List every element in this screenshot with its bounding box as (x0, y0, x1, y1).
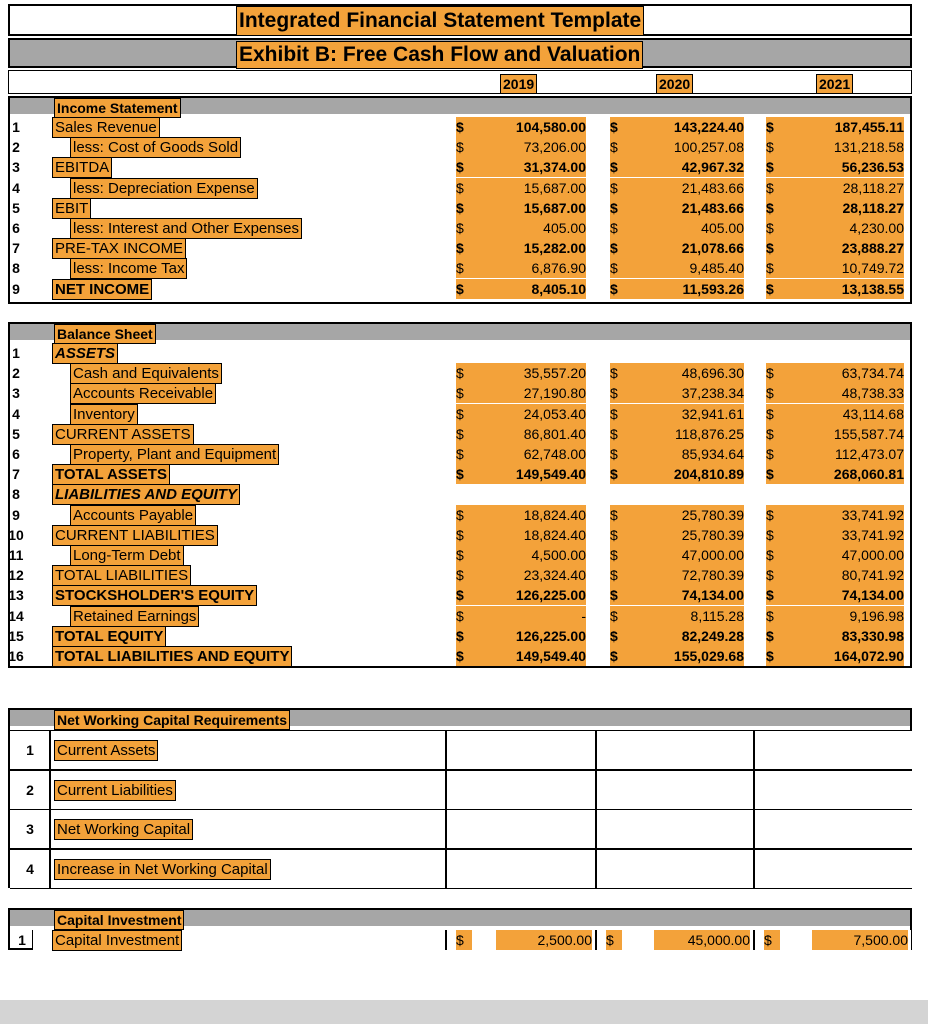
value-cell[interactable]: 143,224.40 (624, 117, 744, 137)
value-cell[interactable]: 37,238.34 (624, 383, 744, 403)
capex-value[interactable]: 2,500.00 (496, 930, 592, 950)
row-number: 13 (8, 587, 24, 604)
value-cell[interactable]: 104,580.00 (466, 117, 586, 137)
value-cell[interactable]: 112,473.07 (784, 444, 904, 464)
currency-symbol: $ (610, 363, 628, 383)
row-label: NET INCOME (52, 279, 152, 300)
value-cell[interactable]: 83,330.98 (784, 626, 904, 646)
nwc-value-2021[interactable] (754, 730, 912, 770)
nwc-value-2021[interactable] (754, 849, 912, 889)
currency-symbol: $ (610, 525, 628, 545)
nwc-value-2020[interactable] (596, 849, 754, 889)
row-number: 2 (12, 139, 20, 156)
value-cell[interactable]: 28,118.27 (784, 198, 904, 218)
row-number: 14 (8, 607, 24, 624)
currency-symbol: $ (456, 464, 484, 484)
currency-symbol: $ (610, 218, 628, 238)
value-cell[interactable]: 85,934.64 (624, 444, 744, 464)
currency-symbol: $ (766, 383, 784, 403)
value-cell[interactable]: 8,115.28 (624, 606, 744, 626)
value-cell[interactable]: 21,483.66 (624, 198, 744, 218)
value-cell[interactable]: 149,549.40 (466, 646, 586, 666)
nwc-title: Net Working Capital Requirements (54, 710, 290, 730)
currency-symbol: $ (456, 258, 484, 278)
currency-symbol: $ (610, 383, 628, 403)
row-number: 3 (12, 385, 20, 402)
currency-symbol: $ (456, 646, 484, 666)
row-label: Accounts Payable (70, 505, 196, 526)
value-cell[interactable]: 187,455.11 (784, 117, 904, 137)
currency-symbol: $ (456, 198, 484, 218)
value-cell[interactable]: 43,114.68 (784, 404, 904, 424)
value-cell[interactable]: 10,749.72 (784, 258, 904, 278)
row-label: less: Depreciation Expense (70, 178, 258, 199)
row-label: less: Interest and Other Expenses (70, 218, 302, 239)
value-cell[interactable]: 25,780.39 (624, 525, 744, 545)
value-cell[interactable]: 42,967.32 (624, 157, 744, 177)
row-number: 4 (12, 405, 20, 422)
value-cell[interactable]: 164,072.90 (784, 646, 904, 666)
row-label: Accounts Receivable (70, 383, 216, 404)
currency-symbol: $ (456, 424, 484, 444)
value-cell[interactable]: 126,225.00 (466, 626, 586, 646)
row-number: 2 (26, 781, 34, 798)
value-cell[interactable]: 126,225.00 (466, 585, 586, 605)
currency-symbol: $ (456, 279, 484, 299)
value-cell[interactable]: 18,824.40 (466, 525, 586, 545)
row-number: 1 (18, 932, 26, 948)
nwc-value-2019[interactable] (446, 809, 596, 849)
row-number: 15 (8, 627, 24, 644)
currency-symbol: $ (606, 930, 622, 950)
row-number: 10 (8, 526, 24, 543)
currency-symbol: $ (456, 525, 484, 545)
currency-symbol: $ (766, 444, 784, 464)
currency-symbol: $ (456, 218, 484, 238)
value-cell[interactable]: 33,741.92 (784, 525, 904, 545)
row-label: Capital Investment (52, 930, 182, 951)
currency-symbol: $ (766, 646, 784, 666)
value-cell[interactable]: 405.00 (466, 218, 586, 238)
currency-symbol: $ (766, 585, 784, 605)
value-cell[interactable]: 4,230.00 (784, 218, 904, 238)
currency-symbol: $ (610, 646, 628, 666)
row-label: Current Assets (54, 740, 158, 761)
year-2021: 2021 (816, 74, 853, 94)
currency-symbol: $ (610, 505, 628, 525)
value-cell[interactable]: 9,485.40 (624, 258, 744, 278)
value-cell[interactable]: 405.00 (624, 218, 744, 238)
sheet-title: Integrated Financial Statement Template (236, 6, 644, 36)
value-cell[interactable]: 11,593.26 (624, 279, 744, 299)
currency-symbol: $ (766, 258, 784, 278)
balance-sheet-section (8, 322, 912, 668)
sheet-subtitle: Exhibit B: Free Cash Flow and Valuation (236, 41, 643, 69)
value-cell[interactable]: 268,060.81 (784, 464, 904, 484)
currency-symbol: $ (610, 424, 628, 444)
currency-symbol: $ (610, 137, 628, 157)
row-number: 7 (12, 240, 20, 257)
currency-symbol: $ (766, 424, 784, 444)
currency-symbol: $ (610, 279, 628, 299)
row-label: less: Cost of Goods Sold (70, 137, 241, 158)
nwc-section (8, 708, 912, 888)
value-cell[interactable]: 15,282.00 (466, 238, 586, 258)
value-cell[interactable]: 9,196.98 (784, 606, 904, 626)
row-number: 8 (12, 486, 20, 503)
currency-symbol: $ (456, 545, 484, 565)
currency-symbol: $ (610, 238, 628, 258)
value-cell[interactable]: 15,687.00 (466, 178, 586, 198)
row-number: 3 (12, 159, 20, 176)
row-number: 6 (12, 446, 20, 462)
value-cell[interactable]: 48,738.33 (784, 383, 904, 403)
value-cell[interactable]: 47,000.00 (784, 545, 904, 565)
value-cell[interactable]: 80,741.92 (784, 565, 904, 585)
value-cell[interactable]: 27,190.80 (466, 383, 586, 403)
income-statement-section (8, 96, 912, 304)
currency-symbol: $ (764, 930, 780, 950)
currency-symbol: $ (610, 626, 628, 646)
row-label: Inventory (70, 404, 138, 425)
currency-symbol: $ (610, 606, 628, 626)
row-label: TOTAL LIABILITIES (52, 565, 191, 586)
row-number: 1 (12, 345, 20, 361)
year-header-row (8, 70, 912, 94)
nwc-value-2019[interactable] (446, 849, 596, 889)
value-cell[interactable]: 31,374.00 (466, 157, 586, 177)
income-statement-title: Income Statement (54, 98, 181, 118)
currency-symbol: $ (456, 178, 484, 198)
value-cell[interactable]: 23,888.27 (784, 238, 904, 258)
row-number: 12 (8, 567, 24, 584)
value-cell[interactable]: 204,810.89 (624, 464, 744, 484)
currency-symbol: $ (766, 545, 784, 565)
currency-symbol: $ (456, 238, 484, 258)
row-number: 4 (12, 179, 20, 196)
row-number: 1 (26, 742, 34, 758)
currency-symbol: $ (610, 178, 628, 198)
value-cell[interactable]: 48,696.30 (624, 363, 744, 383)
nwc-value-2020[interactable] (596, 770, 754, 810)
currency-symbol: $ (456, 565, 484, 585)
value-cell[interactable]: 86,801.40 (466, 424, 586, 444)
row-label: less: Income Tax (70, 258, 187, 279)
currency-symbol: $ (766, 137, 784, 157)
row-label: Increase in Net Working Capital (54, 859, 271, 880)
row-number: 5 (12, 425, 20, 442)
value-cell[interactable]: 15,687.00 (466, 198, 586, 218)
row-label: TOTAL ASSETS (52, 464, 170, 485)
row-number: 9 (12, 506, 20, 523)
row-number: 8 (12, 260, 20, 277)
row-label: EBIT (52, 198, 91, 219)
currency-symbol: $ (456, 157, 484, 177)
value-cell[interactable]: 28,118.27 (784, 178, 904, 198)
capex-value[interactable]: 45,000.00 (654, 930, 750, 950)
row-label: Sales Revenue (52, 117, 160, 138)
currency-symbol: $ (456, 117, 484, 137)
currency-symbol: $ (610, 464, 628, 484)
capex-section (8, 908, 912, 950)
balance-sheet-title: Balance Sheet (54, 324, 156, 344)
currency-symbol: $ (766, 157, 784, 177)
value-cell[interactable]: 35,557.20 (466, 363, 586, 383)
value-cell[interactable]: 23,324.40 (466, 565, 586, 585)
currency-symbol: $ (456, 585, 484, 605)
currency-symbol: $ (766, 198, 784, 218)
currency-symbol: $ (766, 464, 784, 484)
value-cell[interactable]: 62,748.00 (466, 444, 586, 464)
currency-symbol: $ (766, 525, 784, 545)
currency-symbol: $ (766, 178, 784, 198)
currency-symbol: $ (610, 404, 628, 424)
row-label: Property, Plant and Equipment (70, 444, 279, 465)
value-cell[interactable]: 63,734.74 (784, 363, 904, 383)
year-2019: 2019 (500, 74, 537, 94)
value-cell[interactable]: 4,500.00 (466, 545, 586, 565)
currency-symbol: $ (766, 117, 784, 137)
value-cell[interactable]: 18,824.40 (466, 505, 586, 525)
row-label: LIABILITIES AND EQUITY (52, 484, 240, 505)
currency-symbol: $ (766, 218, 784, 238)
currency-symbol: $ (766, 565, 784, 585)
currency-symbol: $ (766, 626, 784, 646)
currency-symbol: $ (610, 117, 628, 137)
currency-symbol: $ (610, 545, 628, 565)
currency-symbol: $ (456, 930, 472, 950)
row-label: TOTAL EQUITY (52, 626, 166, 647)
row-label: CURRENT LIABILITIES (52, 525, 218, 546)
nwc-value-2019[interactable] (446, 770, 596, 810)
bottom-scroll-area (0, 1000, 928, 1024)
currency-symbol: $ (456, 505, 484, 525)
row-label: CURRENT ASSETS (52, 424, 194, 445)
currency-symbol: $ (456, 363, 484, 383)
row-label: Net Working Capital (54, 819, 193, 840)
nwc-value-2020[interactable] (596, 730, 754, 770)
row-number: 4 (26, 860, 34, 877)
row-number: 7 (12, 466, 20, 483)
value-cell[interactable]: 73,206.00 (466, 137, 586, 157)
nwc-value-2021[interactable] (754, 770, 912, 810)
nwc-value-2020[interactable] (596, 809, 754, 849)
row-number: 2 (12, 365, 20, 382)
value-cell[interactable]: 74,134.00 (784, 585, 904, 605)
value-cell[interactable]: 21,078.66 (624, 238, 744, 258)
value-cell[interactable]: 100,257.08 (624, 137, 744, 157)
currency-symbol: $ (456, 626, 484, 646)
row-number: 11 (8, 547, 24, 563)
row-label: TOTAL LIABILITIES AND EQUITY (52, 646, 292, 667)
value-cell[interactable]: 13,138.55 (784, 279, 904, 299)
year-2020: 2020 (656, 74, 693, 94)
row-label: Long-Term Debt (70, 545, 184, 566)
currency-symbol: $ (766, 363, 784, 383)
nwc-value-2021[interactable] (754, 809, 912, 849)
value-cell[interactable]: 149,549.40 (466, 464, 586, 484)
value-cell[interactable]: 131,218.58 (784, 137, 904, 157)
row-label: Retained Earnings (70, 606, 199, 627)
value-cell[interactable]: 155,587.74 (784, 424, 904, 444)
value-cell[interactable]: 24,053.40 (466, 404, 586, 424)
currency-symbol: $ (766, 606, 784, 626)
value-cell[interactable]: 72,780.39 (624, 565, 744, 585)
currency-symbol: $ (766, 404, 784, 424)
row-number: 3 (26, 821, 34, 837)
value-cell[interactable]: 6,876.90 (466, 258, 586, 278)
value-cell[interactable]: 56,236.53 (784, 157, 904, 177)
currency-symbol: $ (456, 404, 484, 424)
row-label: STOCKSHOLDER'S EQUITY (52, 585, 257, 606)
value-cell[interactable]: 25,780.39 (624, 505, 744, 525)
row-label: ASSETS (52, 343, 118, 364)
value-cell[interactable]: 21,483.66 (624, 178, 744, 198)
value-cell[interactable]: 32,941.61 (624, 404, 744, 424)
currency-symbol: $ (456, 137, 484, 157)
currency-symbol: $ (456, 444, 484, 464)
currency-symbol: $ (610, 198, 628, 218)
currency-symbol: $ (766, 279, 784, 299)
currency-symbol: $ (610, 258, 628, 278)
value-cell[interactable]: 47,000.00 (624, 545, 744, 565)
value-cell[interactable]: 74,134.00 (624, 585, 744, 605)
row-label: Current Liabilities (54, 780, 176, 801)
capex-title: Capital Investment (54, 910, 184, 930)
currency-symbol: $ (766, 505, 784, 525)
row-label: EBITDA (52, 157, 112, 178)
row-number: 6 (12, 220, 20, 236)
row-label: PRE-TAX INCOME (52, 238, 186, 259)
row-number: 16 (8, 648, 24, 664)
value-cell[interactable]: - (466, 606, 586, 626)
row-number: 9 (12, 280, 20, 297)
currency-symbol: $ (610, 565, 628, 585)
value-cell[interactable]: 155,029.68 (624, 646, 744, 666)
currency-symbol: $ (456, 606, 484, 626)
row-number: 1 (12, 119, 20, 135)
currency-symbol: $ (610, 444, 628, 464)
currency-symbol: $ (610, 157, 628, 177)
nwc-value-2019[interactable] (446, 730, 596, 770)
value-cell[interactable]: 82,249.28 (624, 626, 744, 646)
currency-symbol: $ (610, 585, 628, 605)
value-cell[interactable]: 33,741.92 (784, 505, 904, 525)
row-label: Cash and Equivalents (70, 363, 222, 384)
currency-symbol: $ (766, 238, 784, 258)
value-cell[interactable]: 8,405.10 (466, 279, 586, 299)
row-number: 5 (12, 199, 20, 216)
currency-symbol: $ (456, 383, 484, 403)
capex-value[interactable]: 7,500.00 (812, 930, 908, 950)
value-cell[interactable]: 118,876.25 (624, 424, 744, 444)
